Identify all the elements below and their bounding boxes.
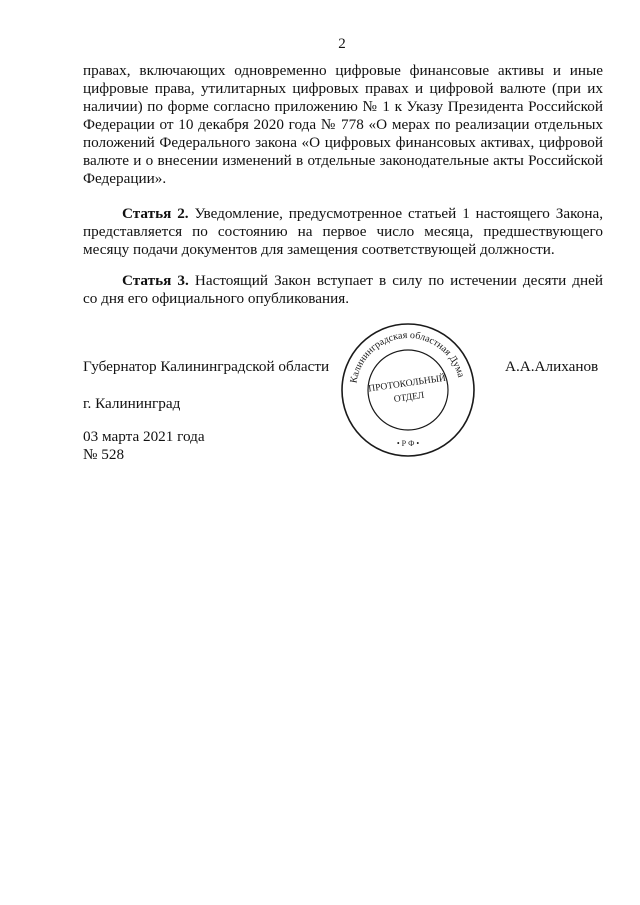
paragraph-line: валюте и о внесении изменений в отдельные законодательные акты Российской [83, 152, 603, 169]
article-3-line-2: со дня его официального опубликования. [83, 290, 350, 307]
article-2-heading: Статья 2. [122, 205, 189, 222]
official-stamp [338, 320, 478, 460]
paragraph-line: правах, включающих одновременно цифровые финансовые активы и иные [83, 62, 603, 79]
paragraph-line: положений Федерального закона «О цифровых финансовых активах, цифровой [83, 134, 603, 151]
stamp-outer-text: Калининградская областная Дума [348, 329, 467, 385]
paragraph-line: Федерации от 10 декабря 2020 года № 778 «О мерах по реализации отдельных [83, 116, 603, 133]
article-2-line-1 [122, 205, 603, 223]
page-number: 2 [338, 36, 346, 52]
stamp-inner-line-2: ОТДЕЛ [393, 390, 425, 406]
document-number: № 528 [83, 446, 125, 463]
document-date: 03 марта 2021 года [83, 428, 205, 445]
article-2-text: Уведомление, предусмотренное статьей 1 настоящего Закона, [194, 205, 603, 222]
article-3-line-1 [122, 272, 603, 290]
article-2-line-2: представляется по состоянию на первое число месяца, предшествующего [83, 223, 603, 240]
signatory-title: Губернатор Калининградской области [83, 358, 330, 375]
paragraph-line: наличии) по форме согласно приложению № 1 к Указу Президента Российской [83, 98, 603, 115]
place: г. Калининград [83, 395, 181, 412]
paragraph-line: Федерации». [83, 170, 167, 187]
stamp-inner-line-1: ПРОТОКОЛЬНЫЙ [367, 373, 447, 395]
article-3-heading: Статья 3. [122, 272, 189, 289]
article-2-line-3: месяцу подачи документов для замещения соответствующей должности. [83, 241, 555, 258]
article-3-text: Настоящий Закон вступает в силу по истечении десяти дней [194, 272, 604, 289]
stamp-bottom-text: • Р Ф • [396, 439, 420, 448]
paragraph-line: цифровые права, утилитарных цифровых правах и цифровой валюте (при их [83, 80, 603, 97]
signatory-name: А.А.Алиханов [505, 358, 599, 375]
